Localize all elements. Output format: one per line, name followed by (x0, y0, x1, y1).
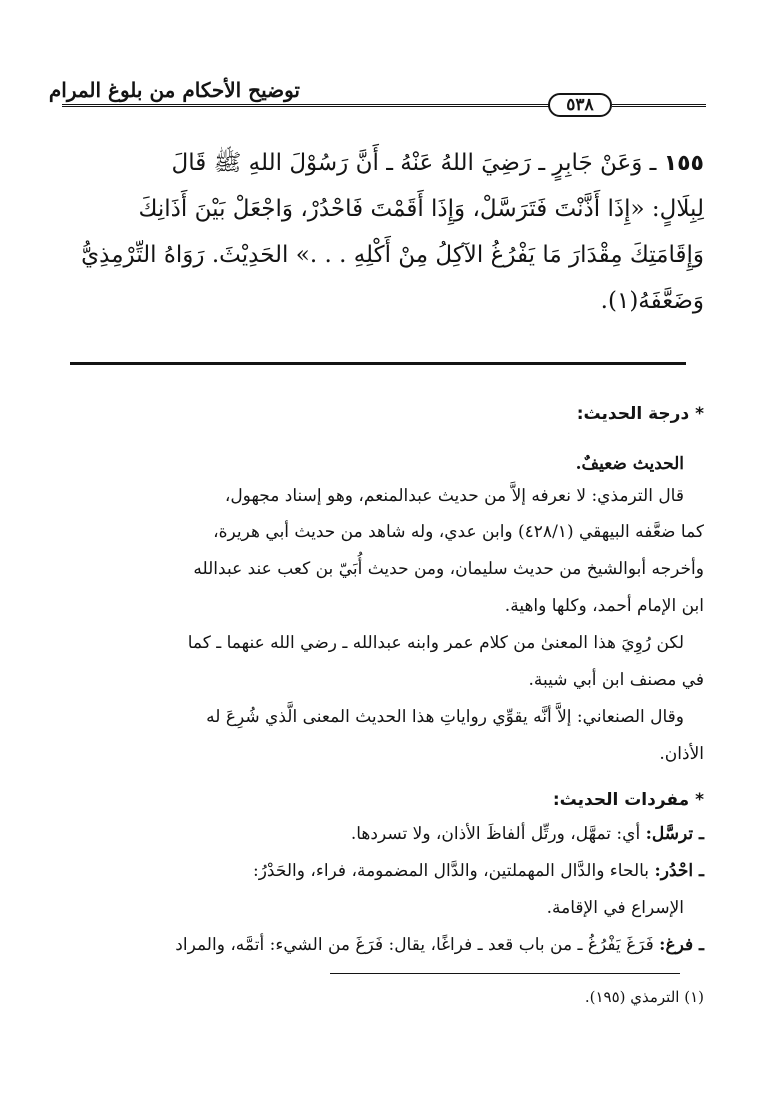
degree-p3-line2: الأذان. (659, 744, 704, 764)
hadith-line-4: وَضَعَّفَهُ(١). (600, 288, 704, 314)
degree-p2-line1: لكن رُوِيَ هذا المعنىٰ من كلام عمر وابنه عبدالله ـ رضي الله عنهما ـ كما (187, 633, 684, 653)
section-separator (70, 362, 686, 365)
footnote-rule (330, 973, 680, 974)
degree-p3-line1: وقال الصنعاني: إلاَّ أنَّه يقوِّي رواياتِ هذا الحديث المعنى الَّذي شُرِعَ له (206, 707, 684, 727)
header-rule-left (62, 104, 550, 107)
vocab-heading: * مفردات الحديث: (552, 790, 704, 810)
header-rule-right (612, 104, 706, 107)
hadith-number: ١٥٥ (663, 151, 704, 176)
page-number: ٥٣٨ (548, 93, 612, 117)
vocab-item-3: ـ فرغ: فَرَغَ يَفْرُغُ ـ من باب قعد ـ فراغًا، يقال: فَرَغَ من الشيء: أتمَّه، والمراد (175, 935, 704, 955)
hadith-line-2: لِبِلَالٍ: «إِذَا أَذَّنْتَ فَتَرَسَّلْ، وَإِذَا أَقَمْتَ فَاحْدُرْ، وَاجْعَلْ بَيْنَ أَذَانِكَ (138, 196, 704, 222)
hadith-line-3: وَإِقَامَتِكَ مِقْدَارَ مَا يَفْرُغُ الآكِلُ مِنْ أَكْلِهِ . . .» الحَدِيْثَ. رَوَاهُ التِّرْمِذِيُّ (81, 242, 704, 268)
vocab-item-1: ـ ترسَّل: أي: تمهَّل، ورتِّل ألفاظَ الأذان، ولا تسردها. (350, 824, 704, 844)
book-title: توضيح الأحكام من بلوغ المرام (48, 78, 300, 102)
degree-p1-line4: ابن الإمام أحمد، وكلها واهية. (504, 596, 704, 616)
degree-p1-line3: وأخرجه أبوالشيخ من حديث سليمان، ومن حديث أُبَيّ بن كعب عند عبدالله (193, 559, 704, 579)
degree-verdict: الحديث ضعيفٌ. (575, 454, 684, 474)
footnote: (١) الترمذي (١٩٥). (584, 988, 704, 1006)
degree-p2-line2: في مصنف ابن أبي شيبة. (528, 670, 704, 690)
degree-heading: * درجة الحديث: (576, 404, 704, 424)
vocab-item-2-cont: الإسراع في الإقامة. (546, 898, 684, 918)
degree-p1-line2: كما ضعَّفه البيهقي (٤٢٨/١) وابن عدي، وله شاهد من حديث أبي هريرة، (213, 522, 704, 542)
degree-p1-line1: قال الترمذي: لا نعرفه إلاَّ من حديث عبدالمنعم، وهو إسناد مجهول، (224, 486, 684, 506)
hadith-line-1: ١٥٥ ـ وَعَنْ جَابِرٍ ـ رَضِيَ اللهُ عَنْهُ ـ أَنَّ رَسُوْلَ اللهِ ﷺ قَالَ (171, 150, 704, 176)
vocab-item-2: ـ احْدُر: بالحاء والدَّال المهملتين، والدَّال المضمومة، فراء، والحَدْرُ: (253, 861, 704, 881)
